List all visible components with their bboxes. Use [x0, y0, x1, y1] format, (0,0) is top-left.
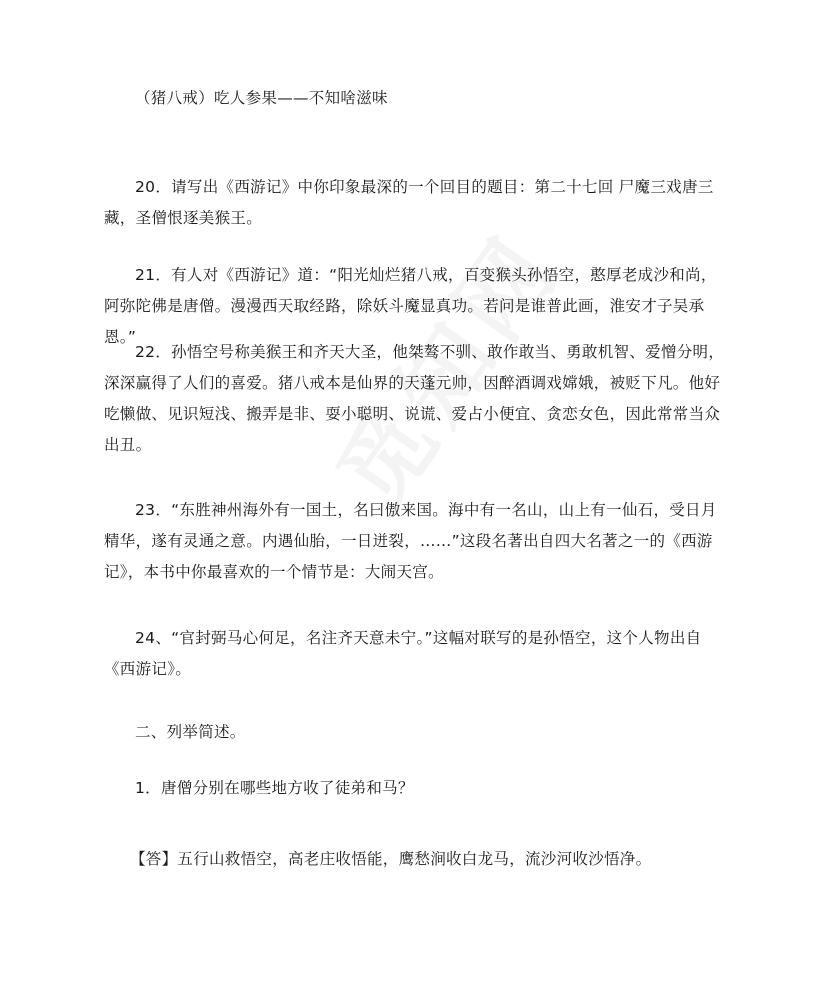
paragraph-q23: 23．“东胜神州海外有一国土，名曰傲来国。海中有一名山，山上有一仙石，受日月精华，遂有灵通之意。内遇仙胎，一日迸裂，……”这段名著出自四大名著之一的《西游记》，本书中你最喜欢的一个情节是：大闹天宫。: [104, 501, 717, 581]
question-1: 1．唐僧分别在哪些地方收了徒弟和马？: [135, 779, 414, 797]
paragraph-q20: 20．请写出《西游记》中你印象最深的一个回目的题目：第二十七回 尸魔三戏唐三藏，圣僧恨逐美猴王。: [104, 178, 714, 227]
paragraph-q22: 22．孙悟空号称美猴王和齐天大圣，他桀骜不驯、敢作敢当、勇敢机智、爱憎分明，深深赢得了人们的喜爱。猪八戒本是仙界的天蓬元帅，因醉酒调戏嫦娥，被贬下凡。他好吃懒做、见识短浅、搬弄是非、耍小聪明、说谎、爱占小便宜、贪恋女色，因此常常当众出丑。: [104, 343, 725, 454]
answer-1: 【答】五行山救悟空，高老庄收悟能，鹰愁涧收白龙马，流沙河收沙悟净。: [130, 850, 652, 868]
paragraph-q21: 21．有人对《西游记》道：“阳光灿烂猪八戒，百变猴头孙悟空，憨厚老成沙和尚，阿弥陀佛是唐僧。漫漫西天取经路，除妖斗魔显真功。若问是谁普此画，淮安才子吴承恩。”: [104, 266, 717, 346]
section-heading: 二、列举简述。: [135, 723, 246, 741]
paragraph-q24: 24、“官封弼马心何足，名注齐天意未宁。”这幅对联写的是孙悟空，这个人物出自《西游记》。: [104, 629, 702, 678]
paragraph-pig-note: （猪八戒）吃人参果——不知啥滋味: [135, 89, 388, 107]
